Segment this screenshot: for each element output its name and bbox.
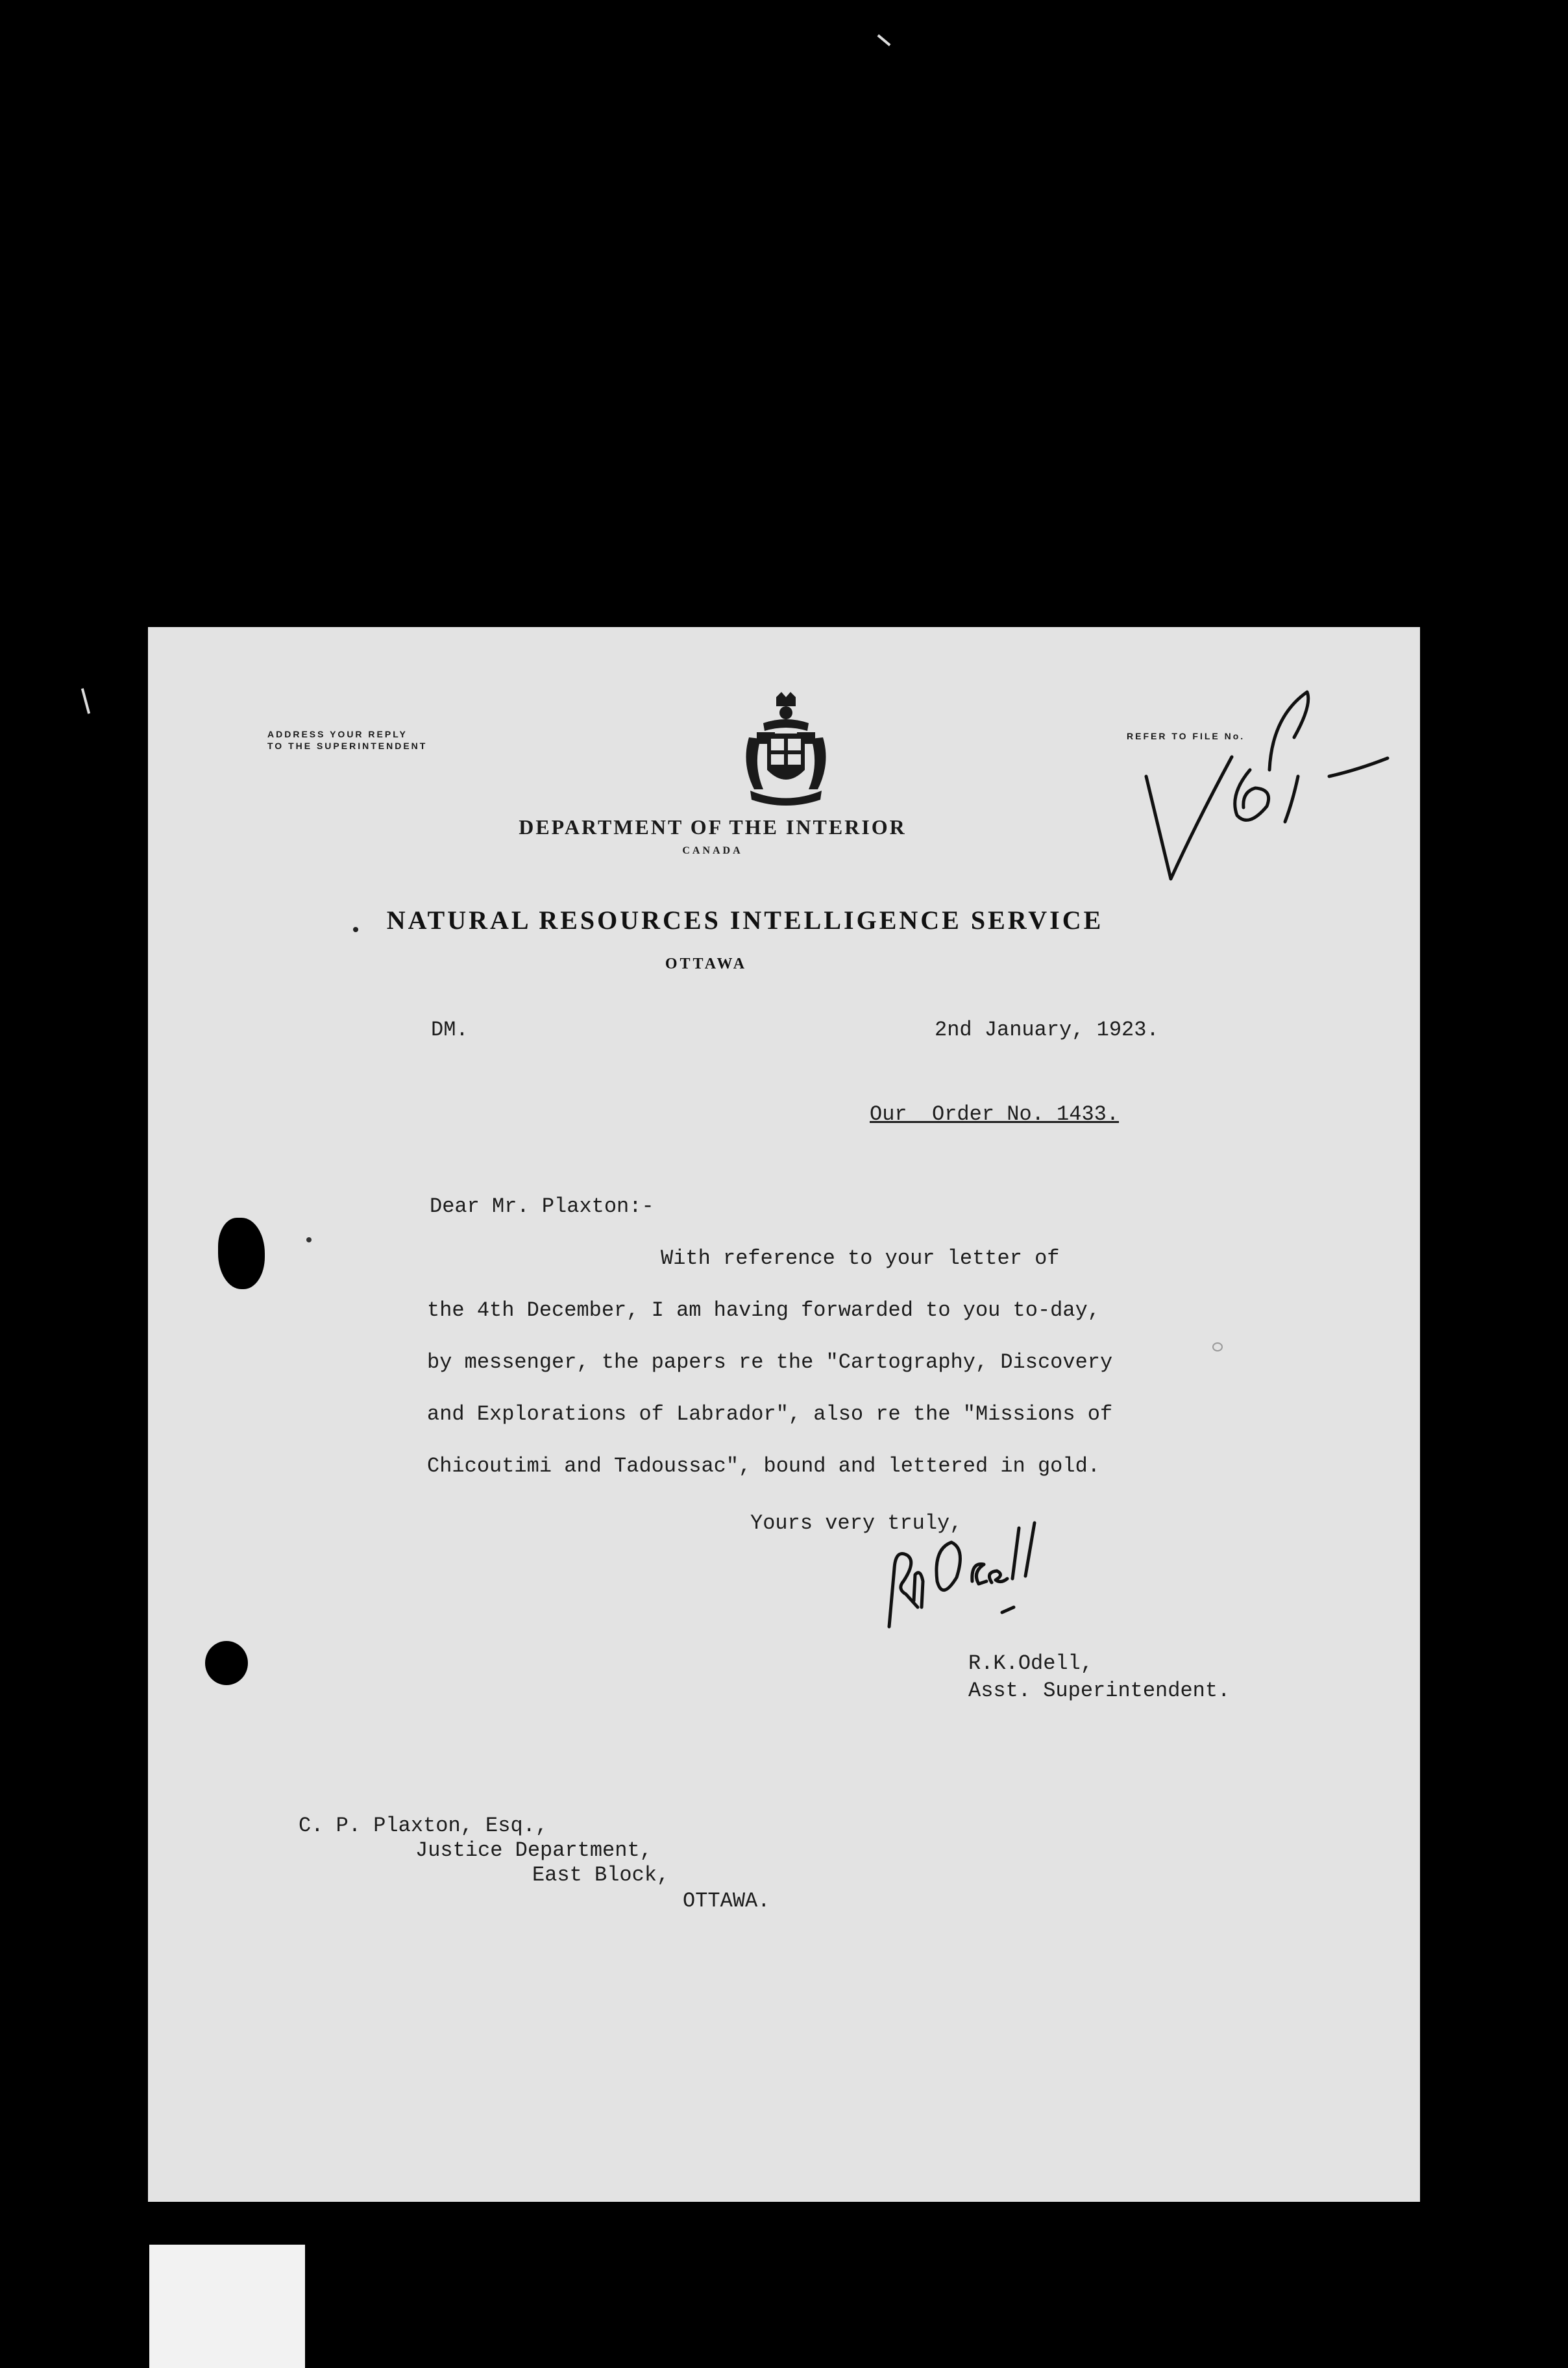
recipient-city: OTTAWA. bbox=[683, 1889, 770, 1913]
address-reply-line-1: ADDRESS YOUR REPLY bbox=[267, 729, 408, 739]
signature bbox=[875, 1510, 1096, 1633]
paper-smudge bbox=[1212, 1342, 1223, 1351]
punch-hole bbox=[205, 1641, 248, 1685]
recipient-name: C. P. Plaxton, Esq., bbox=[299, 1814, 548, 1838]
salutation: Dear Mr. Plaxton:- bbox=[430, 1194, 654, 1218]
paper-slip bbox=[149, 2245, 305, 2368]
closing: Yours very truly, bbox=[750, 1511, 962, 1535]
scan-speck bbox=[877, 34, 891, 46]
body-line: Chicoutimi and Tadoussac", bound and lettered in gold. bbox=[427, 1454, 1100, 1478]
recipient-building: East Block, bbox=[532, 1863, 670, 1887]
body-line: by messenger, the papers re the "Cartography, Discovery bbox=[427, 1350, 1113, 1374]
refer-to-file-label: REFER TO FILE No. bbox=[1127, 731, 1245, 741]
paper-speck bbox=[306, 1237, 312, 1242]
coat-of-arms-icon bbox=[737, 692, 835, 809]
signer-title: Asst. Superintendent. bbox=[968, 1679, 1231, 1703]
body-line: With reference to your letter of bbox=[661, 1246, 1060, 1270]
department-heading: DEPARTMENT OF THE INTERIOR bbox=[519, 815, 907, 839]
letter-page bbox=[148, 627, 1420, 2202]
address-reply-line-2: TO THE SUPERINTENDENT bbox=[267, 741, 428, 751]
address-reply-note bbox=[267, 728, 427, 752]
punch-hole bbox=[218, 1218, 265, 1289]
service-heading: NATURAL RESOURCES INTELLIGENCE SERVICE bbox=[386, 906, 1104, 935]
body-line: the 4th December, I am having forwarded to you to-day, bbox=[427, 1298, 1100, 1322]
country-heading: CANADA bbox=[682, 845, 743, 856]
body-line: and Explorations of Labrador", also re the "Missions of bbox=[427, 1402, 1113, 1426]
letter-date: 2nd January, 1923. bbox=[935, 1018, 1159, 1042]
file-number-handwriting bbox=[1134, 672, 1433, 887]
service-city: OTTAWA bbox=[665, 956, 748, 972]
order-number: Our Order No. 1433. bbox=[870, 1102, 1120, 1126]
initials: DM. bbox=[431, 1018, 469, 1042]
recipient-department: Justice Department, bbox=[415, 1838, 652, 1862]
scan-speck bbox=[81, 688, 90, 714]
signer-name: R.K.Odell, bbox=[968, 1651, 1094, 1675]
